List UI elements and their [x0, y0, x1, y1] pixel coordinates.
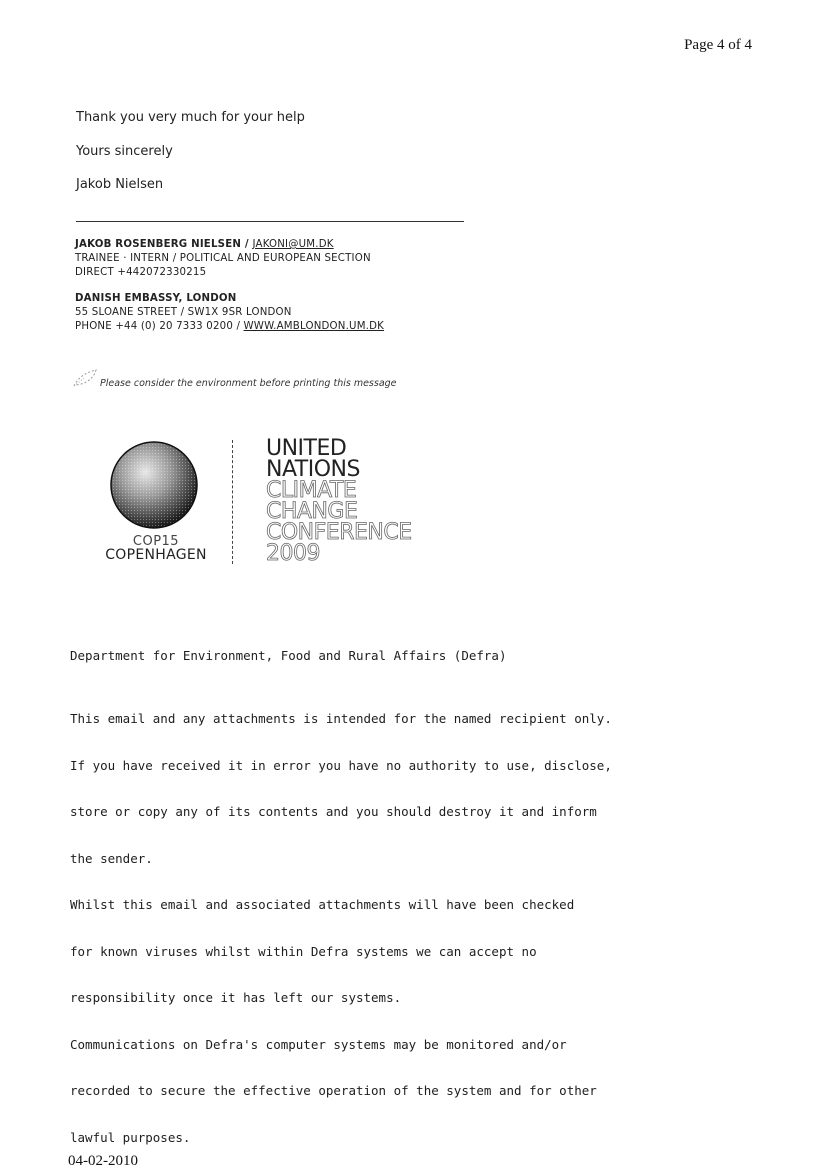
signature-name-line	[75, 238, 371, 252]
organization-website-link[interactable]: WWW.AMBLONDON.UM.DK	[243, 321, 385, 332]
logo-divider	[232, 440, 233, 564]
un-line-conference: CONFERENCE	[266, 520, 412, 545]
organization-phone-line	[75, 320, 384, 334]
signature-block	[75, 238, 371, 280]
un-line-nations: NATIONS	[266, 457, 360, 482]
environment-note: Please consider the environment before printing this message	[100, 378, 397, 389]
disclaimer-line: the sender.	[70, 850, 153, 866]
footer-date: 04-02-2010	[68, 1153, 138, 1169]
cop15-wordmark	[96, 534, 216, 563]
disclaimer-line: store or copy any of its contents and you should destroy it and inform	[70, 804, 597, 819]
closing-name: Jakob Nielsen	[76, 177, 164, 192]
disclaimer-line: Communications on Defra's computer systems may be monitored and/or	[70, 1036, 567, 1052]
disclaimer-line: for known viruses whilst within Defra systems we can accept no	[70, 943, 537, 959]
disclaimer-line: This email and any attachments is intended for the named recipient only.	[70, 711, 612, 726]
signature-email-link[interactable]: JAKONI@UM.DK	[252, 239, 334, 250]
disclaimer-line: responsibility once it has left our systems.	[70, 990, 402, 1005]
disclaimer-line: lawful purposes.	[70, 1129, 191, 1145]
signature-name: JAKOB ROSENBERG NIELSEN /	[75, 239, 253, 250]
organization-address: 55 SLOANE STREET / SW1X 9SR LONDON	[75, 307, 292, 318]
un-line-united: UNITED	[266, 436, 347, 461]
copenhagen-label: COPENHAGEN	[105, 547, 207, 563]
closing-thanks: Thank you very much for your help	[76, 110, 305, 125]
defra-heading: Department for Environment, Food and Rural Affairs (Defra)	[70, 648, 507, 663]
closing-salutation: Yours sincerely	[76, 144, 173, 159]
leaf-icon	[70, 366, 100, 390]
un-line-change: CHANGE	[266, 499, 358, 524]
cop15-label: COP15	[132, 534, 180, 549]
organization-name: DANISH EMBASSY, LONDON	[75, 293, 237, 304]
disclaimer-line: If you have received it in error you have no authority to use, disclose,	[70, 757, 612, 773]
un-line-year: 2009	[266, 541, 320, 566]
disclaimer-line: Whilst this email and associated attachments will have been checked	[70, 897, 575, 912]
signature-title: TRAINEE · INTERN / POLITICAL AND EUROPEAN SECTION	[75, 253, 371, 264]
un-line-climate: CLIMATE	[266, 478, 357, 503]
un-climate-conference-wordmark	[266, 438, 412, 564]
page-number: Page 4 of 4	[684, 37, 752, 53]
signature-separator	[76, 221, 464, 222]
organization-phone: PHONE +44 (0) 20 7333 0200 /	[75, 321, 244, 332]
cop15-globe-logo	[109, 440, 199, 530]
signature-direct-phone: DIRECT +442072330215	[75, 267, 207, 278]
defra-disclaimer	[70, 680, 612, 1161]
organization-block	[75, 292, 384, 334]
disclaimer-line: recorded to secure the effective operation of the system and for other	[70, 1083, 597, 1098]
